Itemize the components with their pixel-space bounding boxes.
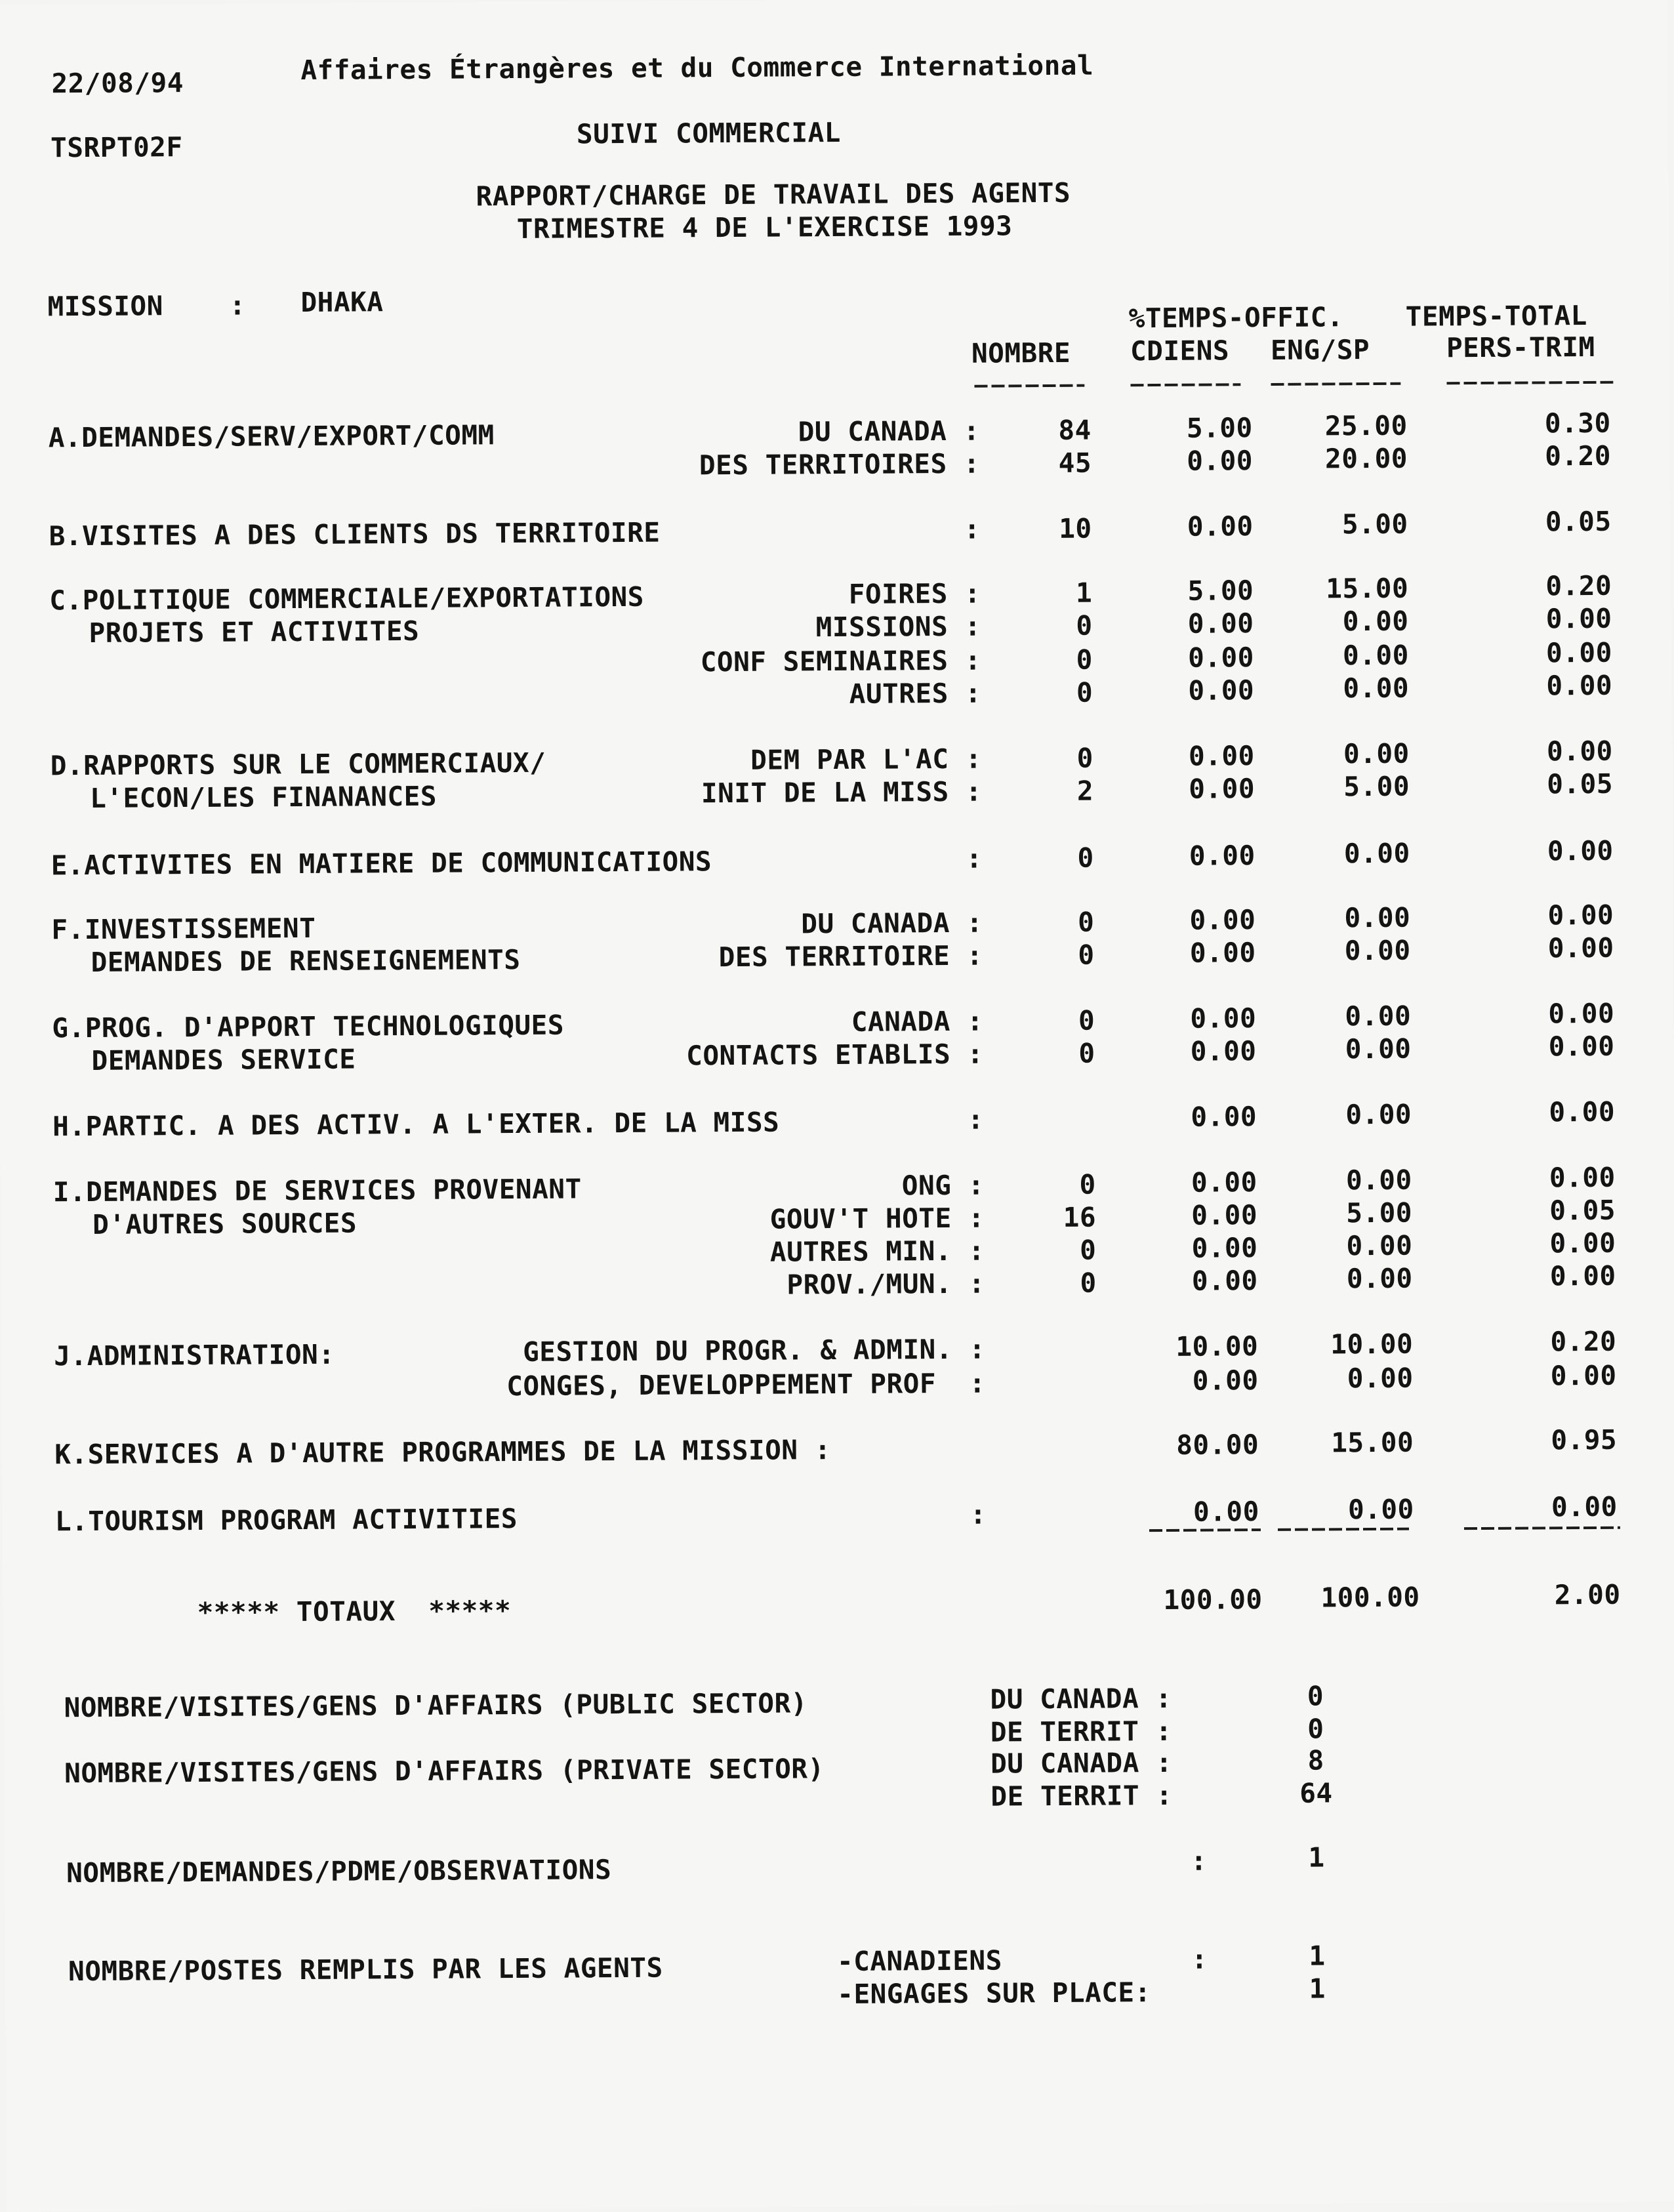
row-pers-trim: 0.20: [1545, 569, 1612, 602]
row-eng-sp: 15.00: [1331, 1426, 1414, 1459]
mission-value: DHAKA: [300, 286, 384, 318]
row-eng-sp: 0.00: [1345, 1164, 1412, 1197]
row-cdiens: 0.00: [1187, 510, 1254, 543]
row-eng-sp: 0.00: [1345, 1000, 1412, 1033]
row-section-title: E.ACTIVITES EN MATIERE DE COMMUNICATIONS: [51, 846, 712, 882]
pdme-colon: :: [1190, 1845, 1208, 1877]
total-rule-eng-sp: [1278, 1528, 1409, 1531]
row-eng-sp: 0.00: [1344, 934, 1411, 967]
row-pers-trim: 0.00: [1548, 1030, 1615, 1063]
row-cdiens: 5.00: [1187, 575, 1254, 607]
row-pers-trim: 0.20: [1545, 440, 1612, 472]
row-section-subtitle: D'AUTRES SOURCES: [92, 1207, 357, 1240]
row-eng-sp: 0.00: [1343, 837, 1410, 870]
public-canada-label: DU CANADA :: [990, 1682, 1172, 1715]
public-territ-value: 0: [1307, 1713, 1324, 1745]
row-pers-trim: 0.05: [1547, 768, 1614, 800]
row-category: MISSIONS :: [815, 610, 981, 644]
row-pers-trim: 0.00: [1546, 669, 1613, 702]
row-nombre: 0: [1079, 1168, 1096, 1200]
row-category: AUTRES :: [849, 677, 982, 710]
row-cdiens: 0.00: [1192, 1364, 1259, 1397]
total-cdiens: 100.00: [1163, 1584, 1263, 1616]
public-canada-value: 0: [1307, 1680, 1324, 1712]
row-category: DEM PAR L'AC :: [750, 743, 982, 776]
row-pers-trim: 0.05: [1545, 505, 1612, 538]
row-cdiens: 0.00: [1190, 1002, 1257, 1034]
row-category: GOUV'T HOTE :: [769, 1202, 985, 1235]
row-eng-sp: 5.00: [1343, 770, 1410, 803]
row-nombre: 10: [1059, 512, 1092, 544]
row-category: PROV./MUN. :: [786, 1267, 985, 1301]
row-category: DU CANADA :: [801, 907, 983, 940]
row-category: FOIRES :: [848, 577, 981, 610]
row-category: CANADA :: [851, 1005, 984, 1038]
row-category: DES TERRITOIRE :: [718, 939, 983, 973]
row-nombre: 0: [1077, 906, 1095, 938]
row-nombre: [1025, 1434, 1097, 1435]
row-category: INIT DE LA MISS :: [701, 775, 983, 809]
totals-label: ***** TOTAUX *****: [197, 1595, 512, 1628]
row-section-title: G.PROG. D'APPORT TECHNOLOGIQUES: [52, 1009, 565, 1044]
row-eng-sp: 20.00: [1324, 442, 1408, 475]
row-nombre: 0: [1078, 939, 1095, 971]
row-category: DES TERRITOIRES :: [699, 447, 981, 481]
row-section-title: F.INVESTISSEMENT: [51, 912, 316, 946]
public-territ-label: DE TERRIT :: [990, 1715, 1173, 1748]
row-pers-trim: 0.00: [1547, 834, 1614, 867]
mission-label: MISSION :: [47, 289, 246, 323]
row-pers-trim: 0.00: [1549, 1161, 1616, 1194]
row-cdiens: 0.00: [1188, 740, 1255, 772]
row-cdiens: 0.00: [1193, 1496, 1259, 1528]
row-nombre: 0: [1080, 1267, 1097, 1299]
row-section-title: I.DEMANDES DE SERVICES PROVENANT: [52, 1173, 582, 1208]
row-category: DU CANADA :: [798, 415, 980, 448]
row-pers-trim: 0.05: [1549, 1194, 1616, 1227]
row-eng-sp: 0.00: [1346, 1262, 1413, 1295]
row-category: :: [966, 842, 983, 874]
row-section-title: H.PARTIC. A DES ACTIV. A L'EXTER. DE LA MISS: [52, 1106, 780, 1143]
row-cdiens: 0.00: [1189, 773, 1256, 805]
row-eng-sp: 0.00: [1344, 901, 1411, 934]
col-rule-cdiens: [1130, 383, 1240, 386]
report-code: TSRPT02F: [50, 131, 183, 164]
row-pers-trim: 0.00: [1547, 899, 1614, 932]
row-eng-sp: 10.00: [1330, 1328, 1414, 1361]
private-canada-value: 8: [1307, 1744, 1324, 1776]
col-header-pers-trim: PERS-TRIM: [1446, 331, 1595, 364]
row-eng-sp: 0.00: [1345, 1098, 1412, 1131]
row-cdiens: 0.00: [1191, 1265, 1258, 1297]
row-nombre: 0: [1077, 842, 1094, 874]
row-eng-sp: 0.00: [1347, 1362, 1414, 1395]
row-category: :: [970, 1498, 987, 1530]
row-eng-sp: 15.00: [1326, 572, 1409, 605]
row-nombre: 2: [1076, 775, 1094, 807]
report-title: RAPPORT/CHARGE DE TRAVAIL DES AGENTS: [476, 176, 1071, 213]
row-eng-sp: 5.00: [1341, 508, 1408, 541]
total-rule-cdiens: [1149, 1528, 1261, 1532]
row-category: :: [967, 1103, 985, 1136]
row-cdiens: 0.00: [1187, 607, 1254, 640]
postes-engages-value: 1: [1309, 1973, 1326, 2005]
report-period: TRIMESTRE 4 DE L'EXERCISE 1993: [516, 210, 1013, 245]
row-section-title: D.RAPPORTS SUR LE COMMERCIAUX/: [50, 747, 546, 782]
row-pers-trim: 0.00: [1545, 636, 1612, 669]
private-territ-label: DE TERRIT :: [990, 1779, 1173, 1813]
row-pers-trim: 0.00: [1546, 735, 1613, 768]
row-section-subtitle: PROJETS ET ACTIVITES: [89, 615, 420, 649]
row-nombre: 0: [1076, 609, 1093, 642]
row-cdiens: 0.00: [1187, 445, 1254, 477]
row-cdiens: 0.00: [1191, 1101, 1257, 1133]
row-category: GESTION DU PROGR. & ADMIN. :: [523, 1333, 986, 1368]
col-rule-eng-sp: [1271, 382, 1400, 386]
row-nombre: 0: [1076, 676, 1093, 708]
row-section-title: L.TOURISM PROGRAM ACTIVITIES: [54, 1502, 518, 1538]
row-section-title: C.POLITIQUE COMMERCIALE/EXPORTATIONS: [49, 581, 645, 617]
private-canada-label: DU CANADA :: [990, 1746, 1173, 1780]
row-nombre: 0: [1078, 1004, 1095, 1036]
report-date: 22/08/94: [51, 67, 184, 100]
row-pers-trim: 0.95: [1551, 1423, 1618, 1456]
row-category: CONF SEMINAIRES :: [700, 644, 982, 678]
row-eng-sp: 5.00: [1346, 1197, 1413, 1229]
row-section-subtitle: DEMANDES SERVICE: [91, 1043, 356, 1076]
row-cdiens: 10.00: [1175, 1330, 1259, 1362]
row-cdiens: 0.00: [1190, 1035, 1257, 1067]
row-cdiens: 0.00: [1189, 840, 1256, 872]
col-header-temps-total: TEMPS-TOTAL: [1405, 299, 1587, 333]
col-rule-pers-trim: [1446, 381, 1613, 385]
row-nombre: 0: [1076, 742, 1093, 774]
row-nombre: [1026, 1501, 1098, 1502]
row-nombre: 1: [1075, 577, 1093, 609]
row-pers-trim: 0.00: [1549, 1227, 1616, 1260]
row-eng-sp: 0.00: [1347, 1493, 1414, 1526]
row-nombre: 45: [1058, 447, 1092, 479]
row-eng-sp: 0.00: [1343, 672, 1410, 705]
system-name: SUIVI COMMERCIAL: [576, 116, 842, 150]
row-section-title: A.DEMANDES/SERV/EXPORT/COMM: [48, 419, 495, 454]
row-eng-sp: 25.00: [1324, 409, 1408, 442]
row-pers-trim: 0.00: [1547, 932, 1614, 964]
row-pers-trim: 0.00: [1548, 997, 1615, 1030]
row-category: AUTRES MIN. :: [769, 1235, 985, 1268]
col-header-cdiens: CDIENS: [1130, 335, 1230, 367]
postes-canadiens-colon: :: [1191, 1943, 1208, 1975]
row-category: ONG :: [901, 1169, 985, 1202]
row-category: CONTACTS ETABLIS :: [686, 1038, 984, 1072]
pdme-value: 1: [1308, 1841, 1325, 1874]
col-header-eng-sp: ENG/SP: [1270, 334, 1370, 366]
row-eng-sp: 0.00: [1343, 737, 1410, 770]
row-cdiens: 80.00: [1176, 1429, 1259, 1461]
row-cdiens: 0.00: [1189, 937, 1256, 969]
postes-label: NOMBRE/POSTES REMPLIS PAR LES AGENTS: [68, 1952, 663, 1988]
row-cdiens: 0.00: [1188, 674, 1255, 707]
ministry-name: Affaires Étrangères et du Commerce International: [300, 49, 1094, 86]
row-section-title: J.ADMINISTRATION:: [54, 1338, 335, 1372]
row-pers-trim: 0.00: [1545, 602, 1612, 635]
row-section-title: K.SERVICES A D'AUTRE PROGRAMMES DE LA MISSION :: [54, 1434, 832, 1471]
row-nombre: 0: [1078, 1037, 1095, 1069]
row-nombre: 0: [1076, 644, 1093, 676]
row-eng-sp: 0.00: [1342, 639, 1409, 672]
pdme-label: NOMBRE/DEMANDES/PDME/OBSERVATIONS: [66, 1854, 612, 1889]
row-eng-sp: 0.00: [1342, 605, 1409, 638]
row-section-subtitle: L'ECON/LES FINANANCES: [89, 780, 438, 814]
col-header-nombre: NOMBRE: [971, 337, 1071, 369]
total-eng-sp: 100.00: [1320, 1581, 1420, 1614]
total-rule-pers-trim: [1464, 1526, 1620, 1530]
row-pers-trim: 0.00: [1549, 1260, 1616, 1292]
row-cdiens: 0.00: [1187, 642, 1255, 674]
row-nombre: 84: [1058, 414, 1092, 446]
row-category: CONGES, DEVELOPPEMENT PROF :: [506, 1367, 986, 1403]
private-sector-label: NOMBRE/VISITES/GENS D'AFFAIRS (PRIVATE SECTOR): [64, 1753, 825, 1790]
row-nombre: 16: [1063, 1201, 1097, 1233]
postes-engages-label: -ENGAGES SUR PLACE:: [837, 1976, 1151, 2011]
col-header-temps-offic: %TEMPS-OFFIC.: [1128, 301, 1344, 335]
row-category: :: [964, 513, 981, 545]
row-cdiens: 0.00: [1191, 1232, 1258, 1264]
row-cdiens: 0.00: [1191, 1199, 1258, 1231]
postes-canadiens-label: -CANADIENS: [836, 1944, 1002, 1978]
row-pers-trim: 0.30: [1544, 407, 1611, 440]
public-sector-label: NOMBRE/VISITES/GENS D'AFFAIRS (PUBLIC SECTOR): [64, 1687, 808, 1724]
row-eng-sp: 0.00: [1345, 1033, 1412, 1065]
row-nombre: [1023, 1106, 1095, 1107]
row-nombre: 0: [1080, 1234, 1097, 1266]
row-eng-sp: 0.00: [1346, 1229, 1413, 1262]
row-section-title: B.VISITES A DES CLIENTS DS TERRITOIRE: [49, 516, 661, 552]
row-cdiens: 0.00: [1191, 1166, 1257, 1198]
row-cdiens: 0.00: [1189, 904, 1256, 936]
postes-canadiens-value: 1: [1309, 1940, 1326, 1972]
row-pers-trim: 0.00: [1551, 1490, 1618, 1523]
total-pers-trim: 2.00: [1554, 1578, 1621, 1611]
row-section-subtitle: DEMANDES DE RENSEIGNEMENTS: [91, 943, 521, 978]
row-pers-trim: 0.00: [1550, 1359, 1617, 1392]
row-pers-trim: 0.00: [1549, 1096, 1616, 1128]
col-rule-nombre: [974, 384, 1084, 388]
row-pers-trim: 0.20: [1550, 1325, 1617, 1358]
row-cdiens: 5.00: [1186, 412, 1253, 444]
private-territ-value: 64: [1299, 1777, 1333, 1809]
